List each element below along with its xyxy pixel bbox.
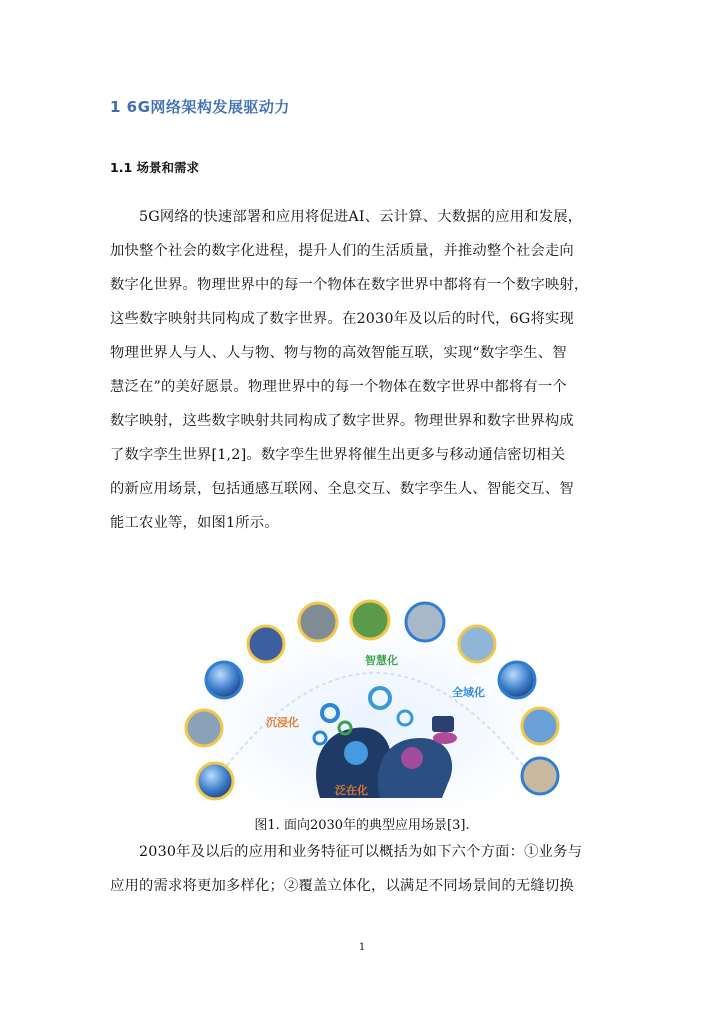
paragraph-line: 能工农业等，如图1所示。 xyxy=(110,515,279,531)
paragraph-1 xyxy=(110,200,615,540)
scenario-circle xyxy=(206,662,242,698)
scenario-circle xyxy=(351,601,389,639)
label-smart: 智慧化 xyxy=(365,654,398,667)
paragraph-line: 这些数字映射共同构成了数字世界。在2030年及以后的时代，6G将实现 xyxy=(110,311,575,327)
figure-caption: 图1. 面向2030年的典型应用场景[3]. xyxy=(254,818,470,833)
scenario-circle xyxy=(299,603,337,641)
paragraph-line: 数字化世界。物理世界中的每一个物体在数字世界中都将有一个数字映射， xyxy=(110,277,589,293)
scenario-circle xyxy=(459,626,495,662)
scenario-circle xyxy=(186,710,222,746)
subsection-title: 1.1 场景和需求 xyxy=(110,160,199,175)
paragraph-line: 应用的需求将更加多样化；②覆盖立体化，以满足不同场景间的无缝切换 xyxy=(110,878,574,894)
paragraph-line: 5G网络的快速部署和应用将促进AI、云计算、大数据的应用和发展， xyxy=(139,209,583,225)
scenario-circle xyxy=(522,758,558,794)
label-immersive: 沉浸化 xyxy=(266,716,299,729)
scenario-circle xyxy=(499,662,535,698)
paragraph-line: 慧泛在”的美好愿景。物理世界中的每一个物体在数字世界中都将有一个 xyxy=(110,379,567,395)
label-ubiquitous: 泛在化 xyxy=(335,784,368,797)
paragraph-2 xyxy=(110,835,615,903)
paragraph-line: 了数字孪生世界[1,2]。数字孪生世界将催生出更多与移动通信密切相关 xyxy=(110,447,566,463)
section-title: 1 6G网络架构发展驱动力 xyxy=(110,98,290,116)
paragraph-line: 2030年及以后的应用和业务特征可以概括为如下六个方面：①业务与 xyxy=(139,844,583,860)
scenario-circle xyxy=(406,603,444,641)
paragraph-line: 数字映射，这些数字映射共同构成了数字世界。物理世界和数字世界构成 xyxy=(110,413,574,429)
paragraph-line: 的新应用场景，包括通感互联网、全息交互、数字孪生人、智能交互、智 xyxy=(110,481,574,497)
paragraph-line: 加快整个社会的数字化进程，提升人们的生活质量，并推动整个社会走向 xyxy=(110,243,574,259)
scenario-circle xyxy=(522,708,558,744)
label-full-domain: 全域化 xyxy=(452,686,485,699)
application-scenarios-figure xyxy=(180,598,570,808)
page-number: 1 xyxy=(358,942,366,953)
paragraph-line: 物理世界人与人、人与物、物与物的高效智能互联，实现“数字孪生、智 xyxy=(110,345,567,361)
scenario-circle xyxy=(197,763,233,799)
scenario-circle xyxy=(248,626,284,662)
